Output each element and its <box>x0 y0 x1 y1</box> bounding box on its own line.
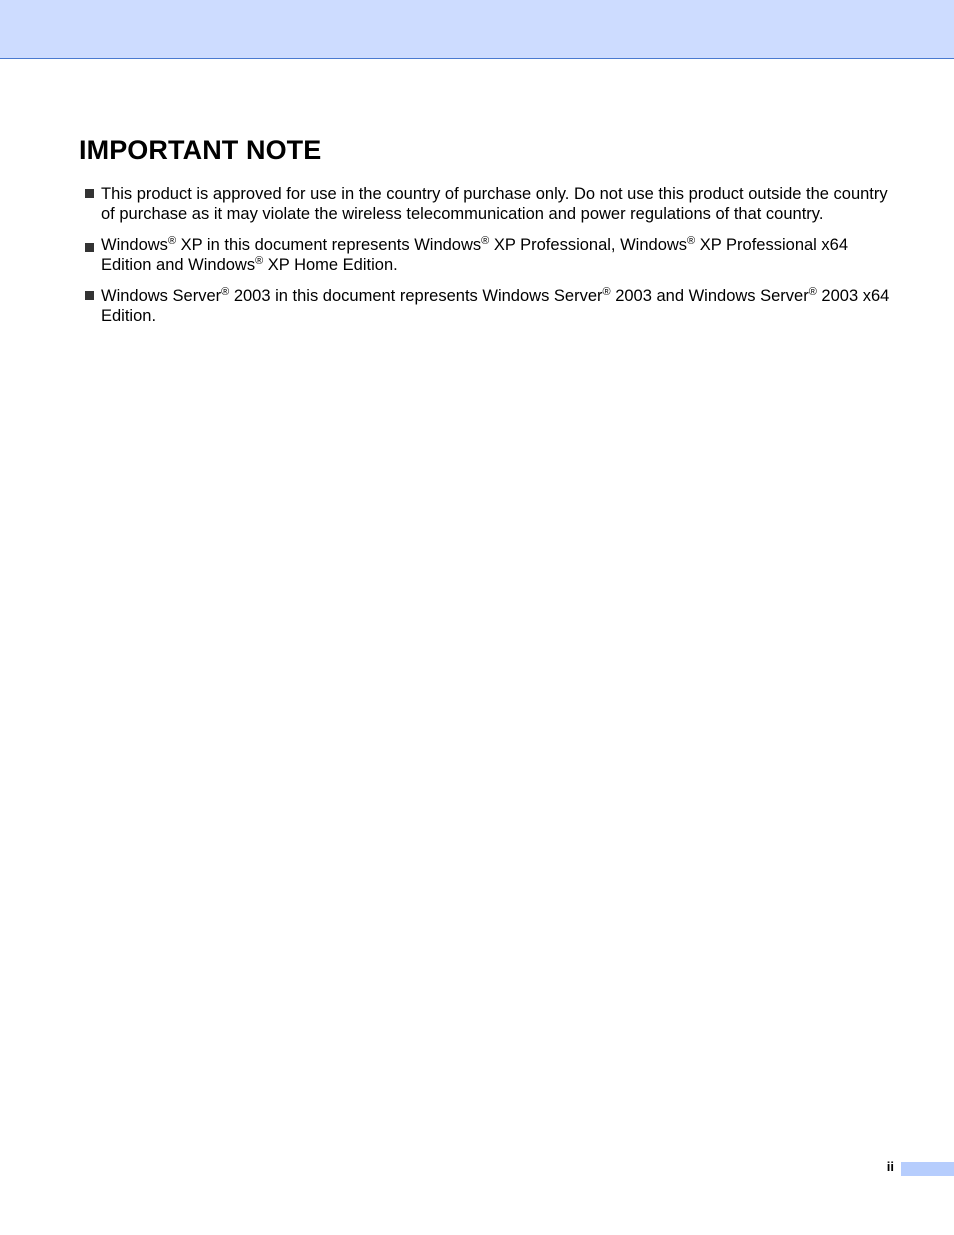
square-bullet-icon <box>85 243 94 252</box>
registered-mark: ® <box>167 235 177 247</box>
registered-mark: ® <box>221 286 230 298</box>
registered-mark: ® <box>255 255 264 267</box>
page-number: ii <box>886 1159 894 1174</box>
list-item <box>84 184 894 224</box>
registered-mark: ® <box>602 286 611 298</box>
square-bullet-icon <box>85 291 94 300</box>
header-band <box>0 0 954 59</box>
registered-mark: ® <box>481 235 490 247</box>
page-title: IMPORTANT NOTE <box>79 135 322 165</box>
registered-mark: ® <box>808 286 817 298</box>
list-item <box>84 286 894 326</box>
note-text: This product is approved for use in the country of purchase only. Do not use this product outside the country of purchase as it may violate the wireless telecommunication and power regulations of that country. <box>101 185 888 223</box>
note-text: Windows® XP in this document represents Windows® XP Professional, Windows® XP Professional x64 Edition and Windows® XP Home Edition. <box>101 235 849 274</box>
notes-list <box>84 184 894 337</box>
registered-mark: ® <box>687 235 696 247</box>
square-bullet-icon <box>85 189 94 198</box>
note-text: Windows Server® 2003 in this document represents Windows Server® 2003 and Windows Server® 2003 x64 Edition. <box>101 286 890 325</box>
page-tab <box>901 1162 954 1176</box>
list-item <box>84 235 894 275</box>
